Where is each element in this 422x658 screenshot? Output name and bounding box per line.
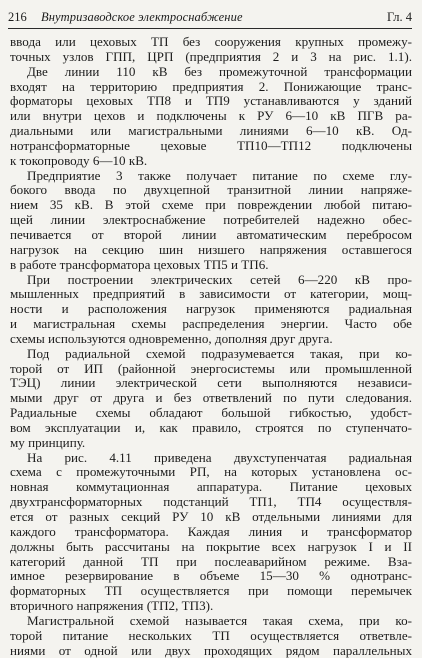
- text-line: нагрузок на секцию шин низшего напряжения оставшегося: [10, 241, 412, 257]
- text-line: в работе трансформатора цеховых ТП5 и ТП6.: [10, 256, 269, 272]
- text-line: и магистральная схемы распределения энергии. Часто обе: [10, 316, 412, 332]
- header-rule: [8, 28, 412, 29]
- text-line: к токопроводу 6—10 кВ.: [10, 152, 148, 168]
- body-text: [10, 35, 412, 658]
- text-line: двухтрансформаторных подстанций ТП1, ТП4 осуществля-: [10, 494, 412, 510]
- text-line: При построении электрических сетей 6—220 кВ про-: [27, 271, 412, 287]
- text-line: или внутри цехов и подключены к РУ 6—10 кВ ПГВ ра-: [10, 108, 412, 124]
- text-line: Магистральной схемой называется такая схема, при ко-: [27, 612, 412, 628]
- page-number: 216: [8, 10, 27, 24]
- text-line: Радиальные схемы обладают большой гибкостью, удобст-: [10, 405, 412, 421]
- text-line: торой питание нескольких ТП осуществляется ответвле-: [10, 627, 412, 643]
- text-line: имное резервирование в объеме 15—30 % однотранс-: [10, 568, 412, 584]
- text-line: бокого ввода по двухцепной транзитной линии напряже-: [10, 182, 412, 198]
- text-line: му принципу.: [10, 434, 86, 450]
- text-line: мыми друг от друга и без ответвлений по пути следования.: [10, 390, 412, 406]
- text-line: На рис. 4.11 приведена двухступенчатая радиальная: [27, 449, 412, 465]
- text-line: диальными или магистральными линиями 6—10 кВ. Од-: [10, 123, 412, 139]
- text-line: ется от разных секций РУ 10 кВ отдельными линиями для: [10, 509, 412, 524]
- text-line: категорий данной ТП при послеаварийном режиме. Вза-: [10, 553, 412, 569]
- text-line: Под радиальной схемой подразумевается такая, при ко-: [27, 345, 412, 361]
- text-line: схема с промежуточными РП, на которых установлена ос-: [10, 464, 412, 480]
- text-line: нотрансформаторные цеховые ТП10—ТП12 подключены: [10, 137, 412, 153]
- text-line: вторичного напряжения (ТП2, ТП3).: [10, 598, 214, 614]
- text-line: ности и расположения нагрузок применяются радиальная: [10, 301, 412, 317]
- running-title: Внутризаводское электроснабжение: [41, 10, 243, 24]
- text-line: новная коммутационная аппаратура. Питание цеховых: [10, 479, 412, 495]
- text-line: должны быть рассчитаны на покрытие всех нагрузок I и II: [10, 538, 412, 554]
- text-line: вом эксплуатации и, как правило, строятся по ступенчато-: [10, 419, 412, 435]
- text-line: нием 35 кВ. В этой схеме при повреждении любой питаю-: [10, 197, 412, 213]
- text-line: точных узлов ГПП, ЦРП (предприятия 2 и 3 на рис. 1.1).: [10, 48, 412, 64]
- text-line: Две линии 110 кВ без промежуточной трансформации: [27, 63, 412, 79]
- text-line: Предприятие 3 также получает питание по схеме глу-: [27, 167, 412, 183]
- text-line: форматоры цеховых ТП8 и ТП9 устанавливаются у зданий: [10, 93, 412, 109]
- text-line: мышленных предприятий в зависимости от категории, мощ-: [10, 286, 412, 302]
- running-header: [8, 8, 412, 26]
- text-line: схемы используются одновременно, дополняя друг друга.: [10, 330, 333, 346]
- text-line: печивается от второй линии автоматическим переброcом: [10, 226, 412, 242]
- text-line: ТЭЦ) линии электрической сети выполняются независи-: [10, 375, 412, 391]
- text-line: каждого трансформатора. Каждая линия и трансформатор: [10, 523, 412, 539]
- text-line: ниями от одной или двух проходящих рядом параллельных: [10, 642, 412, 658]
- text-line: щей линии электроснабжение потребителей надежно обес-: [10, 212, 412, 228]
- chapter-label: Гл. 4: [386, 10, 412, 24]
- text-line: форматорных ТП осуществляется при помощи перемычек: [10, 583, 412, 599]
- text-line: ввода или цеховых ТП без сооружения крупных промежу-: [10, 34, 412, 49]
- text-line: торой от ИП (районной энергосистемы или промышленной: [10, 360, 412, 376]
- text-line: входят на территорию предприятия 2. Понижающие транс-: [10, 78, 412, 94]
